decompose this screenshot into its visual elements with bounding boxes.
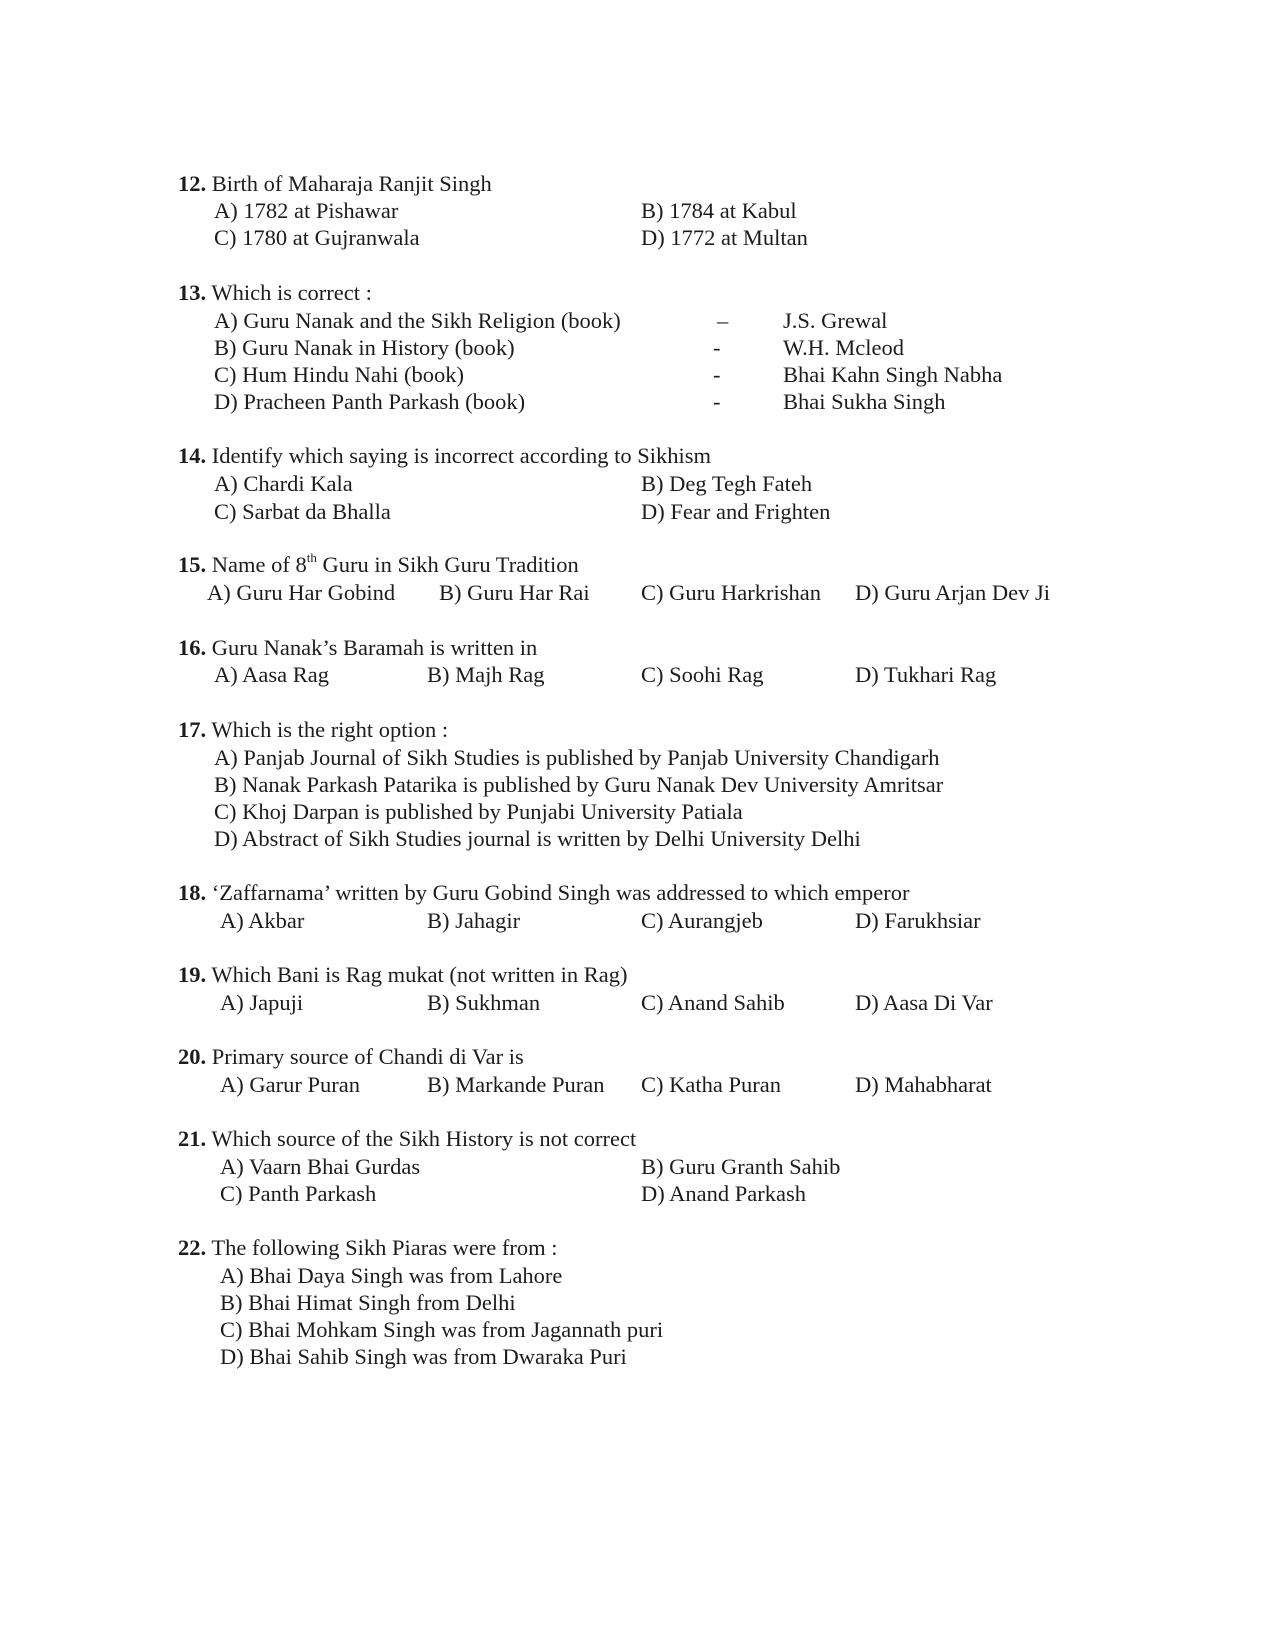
question-text: Primary source of Chandi di Var is	[211, 1044, 524, 1069]
option-b: B) Sukhman	[427, 990, 541, 1015]
question-number: 18.	[178, 880, 207, 905]
question-number: 22.	[178, 1235, 207, 1260]
question-13	[178, 279, 372, 307]
question-18	[178, 879, 909, 907]
option-a: A) Japuji	[220, 990, 304, 1015]
option-b: B) 1784 at Kabul	[641, 198, 797, 223]
option-d: D) Farukhsiar	[855, 908, 981, 933]
question-22	[178, 1234, 558, 1262]
option-c: C) Anand Sahib	[641, 990, 785, 1015]
option-a: A) Chardi Kala	[214, 471, 353, 496]
option-b: B) Majh Rag	[427, 662, 545, 687]
question-20	[178, 1043, 524, 1071]
option-a: A) Panjab Journal of Sikh Studies is published by Panjab University Chandigarh	[214, 745, 940, 770]
option-c: C) Soohi Rag	[641, 662, 764, 687]
option-c: C) Bhai Mohkam Singh was from Jagannath puri	[220, 1317, 664, 1342]
question-text: Which source of the Sikh History is not correct	[211, 1126, 637, 1151]
option-d: D) Fear and Frighten	[641, 499, 831, 524]
option-b: B) Markande Puran	[427, 1072, 605, 1097]
question-text-end: Guru in Sikh Guru Tradition	[316, 552, 579, 577]
question-number: 12.	[178, 171, 207, 196]
question-number: 13.	[178, 280, 207, 305]
option-c: C) Aurangjeb	[641, 908, 763, 933]
pair-c-right: Bhai Kahn Singh Nabha	[783, 362, 1003, 387]
question-19	[178, 961, 628, 989]
question-text: Identify which saying is incorrect according to Sikhism	[211, 443, 712, 468]
option-c: C) Sarbat da Bhalla	[214, 499, 391, 524]
pair-a-dash: –	[717, 308, 729, 333]
option-c: C) Guru Harkrishan	[641, 580, 821, 605]
pair-c-left: C) Hum Hindu Nahi (book)	[214, 362, 464, 387]
question-number: 14.	[178, 443, 207, 468]
pair-d-left: D) Pracheen Panth Parkash (book)	[214, 389, 526, 414]
ordinal-suffix: th	[306, 549, 317, 565]
pair-b-left: B) Guru Nanak in History (book)	[214, 335, 515, 360]
option-a: A) 1782 at Pishawar	[214, 198, 399, 223]
pair-b-right: W.H. Mcleod	[783, 335, 905, 360]
option-c: C) Khoj Darpan is published by Punjabi University Patiala	[214, 799, 743, 824]
option-d: D) 1772 at Multan	[641, 225, 808, 250]
option-d: D) Anand Parkash	[641, 1181, 806, 1206]
question-16	[178, 634, 537, 662]
question-15	[178, 551, 579, 579]
question-text: The following Sikh Piaras were from :	[211, 1235, 558, 1260]
option-b: B) Bhai Himat Singh from Delhi	[220, 1290, 516, 1315]
question-21	[178, 1125, 636, 1153]
question-number: 21.	[178, 1126, 207, 1151]
question-text: Which is correct :	[211, 280, 372, 305]
question-number: 16.	[178, 635, 207, 660]
option-d: D) Mahabharat	[855, 1072, 992, 1097]
option-d: D) Aasa Di Var	[855, 990, 993, 1015]
option-a: A) Aasa Rag	[214, 662, 329, 687]
option-a: A) Bhai Daya Singh was from Lahore	[220, 1263, 563, 1288]
question-text: ‘Zaffarnama’ written by Guru Gobind Singh was addressed to which emperor	[211, 880, 910, 905]
question-14	[178, 442, 711, 470]
pair-d-right: Bhai Sukha Singh	[783, 389, 946, 414]
option-a: A) Akbar	[220, 908, 305, 933]
option-a: A) Guru Har Gobind	[207, 580, 396, 605]
option-d: D) Tukhari Rag	[855, 662, 997, 687]
question-17	[178, 716, 448, 744]
option-a: A) Garur Puran	[220, 1072, 360, 1097]
question-text: Birth of Maharaja Ranjit Singh	[211, 171, 492, 196]
question-text: Guru Nanak’s Baramah is written in	[211, 635, 538, 660]
option-d: D) Bhai Sahib Singh was from Dwaraka Puri	[220, 1344, 627, 1369]
question-number: 19.	[178, 962, 207, 987]
question-number: 17.	[178, 717, 207, 742]
pair-d-dash: -	[713, 389, 721, 414]
option-d: D) Abstract of Sikh Studies journal is written by Delhi University Delhi	[214, 826, 861, 851]
option-b: B) Jahagir	[427, 908, 521, 933]
pair-a-left: A) Guru Nanak and the Sikh Religion (book)	[214, 308, 621, 333]
question-text-start: Name of 8	[211, 552, 307, 577]
question-text: Which Bani is Rag mukat (not written in Rag)	[211, 962, 628, 987]
pair-a-right: J.S. Grewal	[783, 308, 888, 333]
option-b: B) Guru Granth Sahib	[641, 1154, 841, 1179]
question-12	[178, 170, 492, 198]
option-b: B) Nanak Parkash Patarika is published by Guru Nanak Dev University Amritsar	[214, 772, 944, 797]
option-c: C) Panth Parkash	[220, 1181, 377, 1206]
pair-c-dash: -	[713, 362, 721, 387]
option-d: D) Guru Arjan Dev Ji	[855, 580, 1050, 605]
question-text: Which is the right option :	[211, 717, 449, 742]
pair-b-dash: -	[713, 335, 721, 360]
option-c: C) Katha Puran	[641, 1072, 781, 1097]
question-number: 15.	[178, 552, 207, 577]
option-a: A) Vaarn Bhai Gurdas	[220, 1154, 421, 1179]
option-b: B) Deg Tegh Fateh	[641, 471, 813, 496]
option-b: B) Guru Har Rai	[439, 580, 590, 605]
question-number: 20.	[178, 1044, 207, 1069]
option-c: C) 1780 at Gujranwala	[214, 225, 420, 250]
